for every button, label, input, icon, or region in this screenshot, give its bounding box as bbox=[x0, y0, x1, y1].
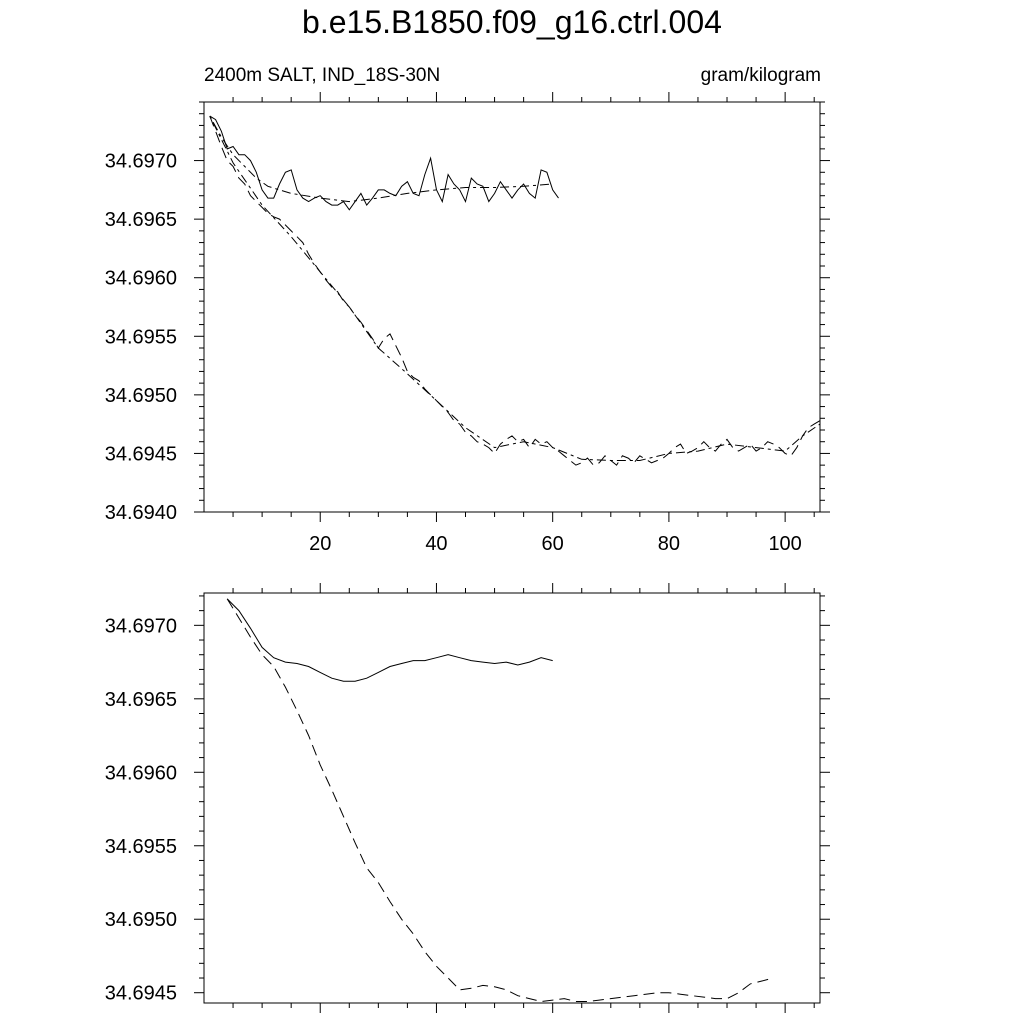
panel-top-y-tick-label: 34.6965 bbox=[104, 209, 177, 232]
panel-top-x-tick-label: 100 bbox=[768, 533, 802, 555]
panel-bottom-y-tick-label: 34.6955 bbox=[104, 835, 177, 858]
panel-top-series-4-line bbox=[210, 116, 820, 460]
panel-bottom-series-1-line bbox=[227, 599, 553, 681]
panel-top-series-1-line bbox=[210, 116, 559, 210]
panel-top-y-tick-label: 34.6940 bbox=[104, 502, 177, 524]
chart-title: b.e15.B1850.f09_g16.ctrl.004 bbox=[302, 4, 722, 40]
panel-top-y-tick-label: 34.6945 bbox=[104, 443, 177, 466]
panel-top-y-tick-label: 34.6960 bbox=[104, 267, 177, 290]
panel-bottom-frame bbox=[204, 593, 820, 1003]
panel-top-y-tick-label: 34.6955 bbox=[104, 326, 177, 349]
panel-top-y-tick-label: 34.6970 bbox=[104, 150, 177, 173]
panel-bottom-y-tick-label: 34.6965 bbox=[104, 688, 177, 711]
panel-top-y-tick-label: 34.6950 bbox=[104, 384, 177, 407]
panel-top-frame bbox=[204, 102, 820, 512]
panel-top-x-tick-label: 80 bbox=[657, 533, 681, 555]
panel-bottom-y-tick-label: 34.6950 bbox=[104, 909, 177, 932]
panel-bottom-y-tick-label: 34.6960 bbox=[104, 762, 177, 785]
units-label: gram/kilogram bbox=[700, 65, 821, 86]
panel-bottom-series-2-line bbox=[227, 599, 773, 1002]
panel-bottom-y-tick-label: 34.6945 bbox=[104, 982, 177, 1005]
left-subtitle: 2400m SALT, IND_18S-30N bbox=[204, 65, 441, 86]
panel-top-x-tick-label: 40 bbox=[425, 533, 448, 555]
panel-top-x-tick-label: 20 bbox=[309, 533, 332, 555]
panel-top-x-tick-label: 60 bbox=[541, 533, 564, 555]
panel-top-series-3-line bbox=[210, 116, 820, 465]
panel-bottom-y-tick-label: 34.6970 bbox=[104, 615, 177, 638]
